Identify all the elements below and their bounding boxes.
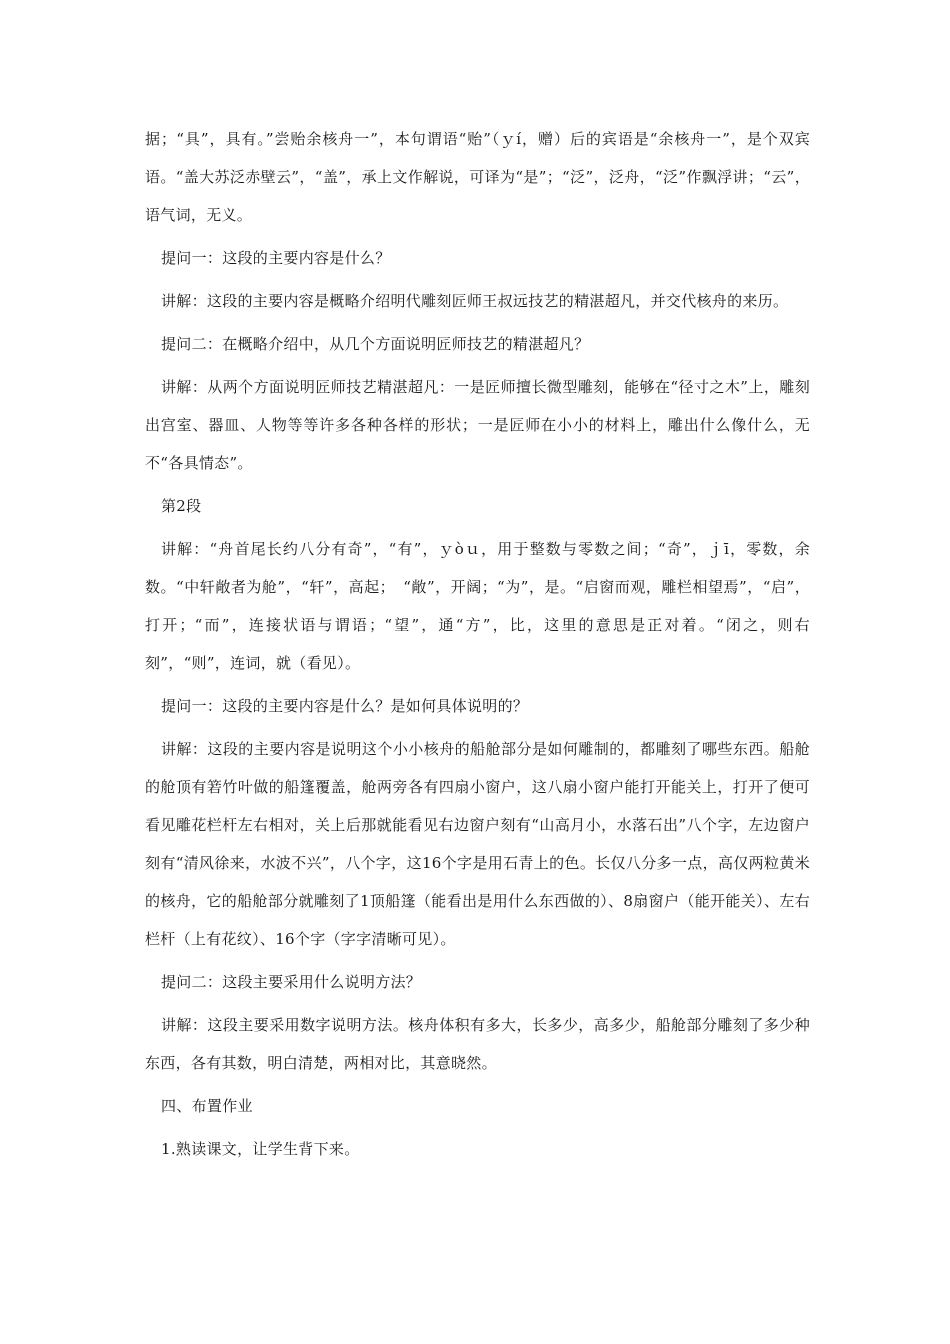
document-body [145,120,810,1173]
paragraph-12: 四、布置作业 [161,1097,253,1115]
paragraph-6: 第2段 [161,497,202,515]
paragraph-3: 讲解：这段的主要内容是概略介绍明代雕刻匠师王叔远技艺的精湛超凡，并交代核舟的来历。 [161,292,789,310]
paragraph-2: 提问一：这段的主要内容是什么？ [161,249,391,267]
paragraph-8: 提问一：这段的主要内容是什么？是如何具体说明的？ [161,697,529,715]
paragraph-11: 讲解：这段主要采用数字说明方法。核舟体积有多大，长多少，高多少，船舱部分雕刻了多少种东西，各有其数，明白清楚，两相对比，其意晓然。 [145,1016,810,1072]
paragraph-13: 1.熟读课文，让学生背下来。 [161,1140,360,1158]
paragraph-1: 据；“具”，具有。”尝贻余核舟一”，本句谓语“贻”（ｙí，赠）后的宾语是“余核舟一”，是个双宾语。“盖大苏泛赤壁云”，“盖”，承上文作解说，可译为“是”；“泛”，泛舟，“泛”作飘浮讲；“云”，语气词，无义。 [145,130,810,224]
paragraph-9: 讲解：这段的主要内容是说明这个小小核舟的船舱部分是如何雕制的，都雕刻了哪些东西。船舱的舱顶有箬竹叶做的船篷覆盖，舱两旁各有四扇小窗户，这八扇小窗户能打开能关上，打开了便可看见雕花栏杆左右相对，关上后那就能看见右边窗户刻有“山高月小，水落石出”八个字，左边窗户刻有“清风徐来，水波不兴”，八个字，这16个字是用石青上的色。长仅八分多一点，高仅两粒黄米的核舟，它的船舱部分就雕刻了1顶船篷（能看出是用什么东西做的）、8扇窗户（能开能关）、左右栏杆（上有花纹）、16个字（字字清晰可见）。 [145,740,810,948]
paragraph-10: 提问二：这段主要采用什么说明方法？ [161,973,422,991]
paragraph-4: 提问二：在概略介绍中，从几个方面说明匠师技艺的精湛超凡？ [161,335,590,353]
paragraph-5: 讲解：从两个方面说明匠师技艺精湛超凡：一是匠师擅长微型雕刻，能够在“径寸之木”上，雕刻出宫室、器皿、人物等等许多各种各样的形状；一是匠师在小小的材料上，雕出什么像什么，无不“各具情态”。 [145,378,810,472]
paragraph-7: 讲解：“舟首尾长约八分有奇”，“有”，ｙòｕ，用于整数与零数之间；“奇”，ｊī，零数，余数。“中轩敞者为舱”，“轩”，高起； “敞”，开阔；“为”，是。“启窗而观，雕栏相望焉”，“启”，打开；“而”，连接状语与谓语；“望”，通“方”，比，这里的意思是正对着。“闭之，则右刻”，“则”，连词，就（看见）。 [145,540,810,672]
